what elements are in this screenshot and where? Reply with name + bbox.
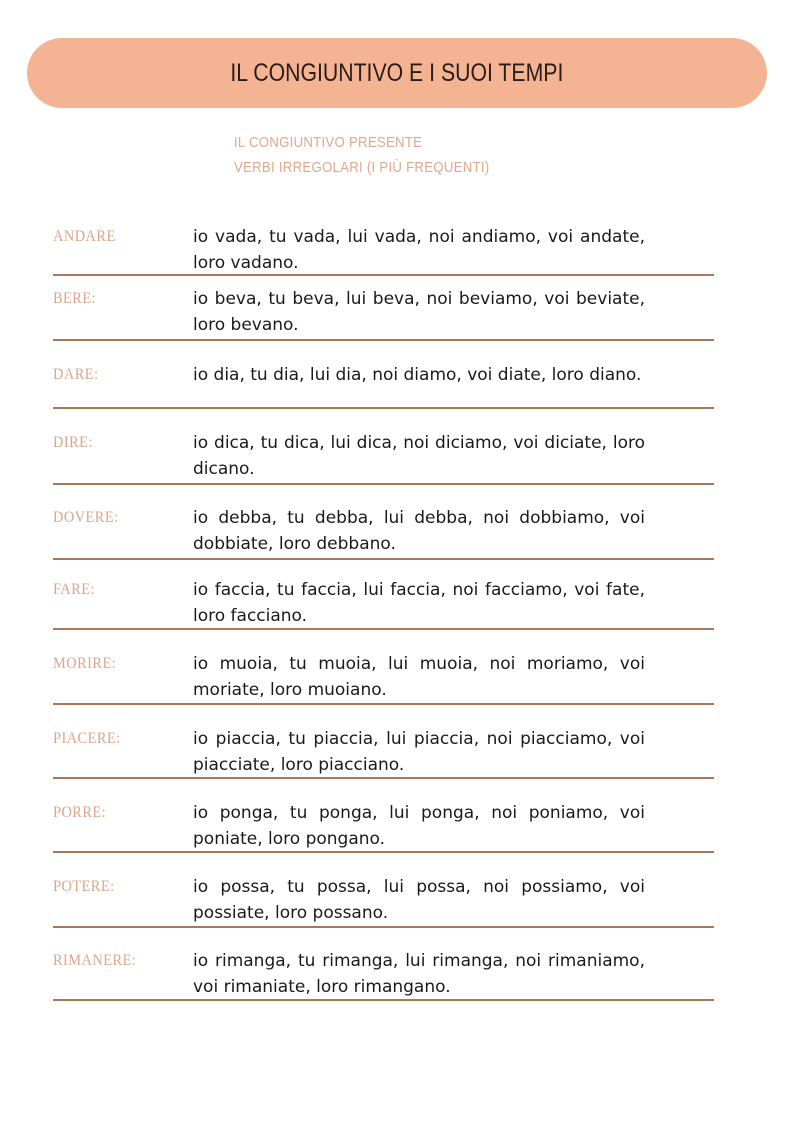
- verb-label: DIRE:: [53, 434, 93, 451]
- title-banner: [27, 38, 767, 108]
- row-divider: [53, 926, 714, 928]
- verb-conjugation: io muoia, tu muoia, lui muoia, noi moriamo, voi moriate, loro muoiano.: [193, 654, 645, 700]
- verb-label: PIACERE:: [53, 730, 121, 747]
- verb-label: POTERE:: [53, 878, 115, 895]
- verb-label: PORRE:: [53, 804, 107, 821]
- row-divider: [53, 558, 714, 560]
- verb-conjugation: io faccia, tu faccia, lui faccia, noi facciamo, voi fate, loro facciano.: [193, 580, 645, 626]
- verb-label: ANDARE: [53, 228, 116, 245]
- verb-label: FARE:: [53, 581, 95, 598]
- verb-conjugation: io dica, tu dica, lui dica, noi diciamo, voi diciate, loro dicano.: [193, 433, 645, 479]
- row-divider: [53, 777, 714, 779]
- verb-conjugation: io vada, tu vada, lui vada, noi andiamo, voi andate, loro vadano.: [193, 227, 645, 273]
- verb-label: RIMANERE:: [53, 952, 137, 969]
- row-divider: [53, 851, 714, 853]
- subtitle-category: VERBI IRREGOLARI (I PIÙ FREQUENTI): [234, 159, 490, 176]
- verb-conjugation: io dia, tu dia, lui dia, noi diamo, voi diate, loro diano.: [193, 365, 642, 385]
- row-divider: [53, 999, 714, 1001]
- verb-label: BERE:: [53, 290, 97, 307]
- verb-label: MORIRE:: [53, 655, 117, 672]
- row-divider: [53, 628, 714, 630]
- page-title: IL CONGIUNTIVO E I SUOI TEMPI: [230, 58, 564, 87]
- verb-label: DARE:: [53, 366, 99, 383]
- verb-conjugation: io piaccia, tu piaccia, lui piaccia, noi piacciamo, voi piacciate, loro piacciano.: [193, 729, 645, 775]
- row-divider: [53, 703, 714, 705]
- verb-label: DOVERE:: [53, 509, 119, 526]
- row-divider: [53, 339, 714, 341]
- row-divider: [53, 407, 714, 409]
- verb-conjugation: io beva, tu beva, lui beva, noi beviamo, voi beviate, loro bevano.: [193, 289, 645, 335]
- verb-conjugation: io rimanga, tu rimanga, lui rimanga, noi rimaniamo, voi rimaniate, loro rimangano.: [193, 951, 645, 997]
- row-divider: [53, 274, 714, 276]
- verb-conjugation: io debba, tu debba, lui debba, noi dobbiamo, voi dobbiate, loro debbano.: [193, 508, 645, 554]
- subtitle-tense: IL CONGIUNTIVO PRESENTE: [234, 134, 423, 151]
- verb-conjugation: io ponga, tu ponga, lui ponga, noi poniamo, voi poniate, loro pongano.: [193, 803, 645, 849]
- row-divider: [53, 483, 714, 485]
- verb-conjugation: io possa, tu possa, lui possa, noi possiamo, voi possiate, loro possano.: [193, 877, 645, 923]
